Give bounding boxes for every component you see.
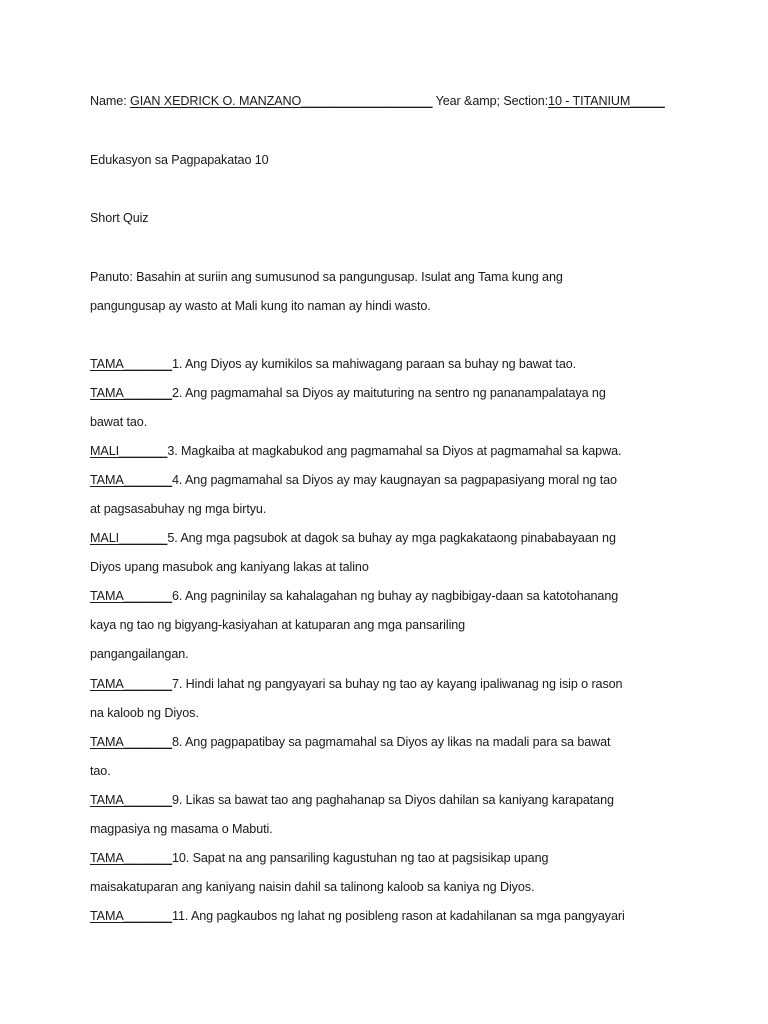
question-6-line-2: kaya ng tao ng bigyang-kasiyahan at katuparan ang mga pansariling [90,618,466,632]
section-label: Year &amp; Section: [432,94,549,108]
name-label: Name: [90,94,130,108]
quiz-item-10 [90,850,548,866]
question-10-line-1: 10. Sapat na ang pansariling kagustuhan ng tao at pagsisikap upang [171,851,549,865]
question-4-line-2: at pagsasabuhay ng mga birtyu. [90,502,267,516]
answer-1: TAMA_______ [90,357,172,371]
question-10-line-2: maisakatuparan ang kaniyang naisin dahil sa talinong kaloob sa kaniya ng Diyos. [90,880,535,894]
answer-9: TAMA_______ [90,793,172,807]
quiz-title: Short Quiz [90,211,149,225]
quiz-item-11 [90,908,625,924]
question-4-line-1: 4. Ang pagmamahal sa Diyos ay may kaugnayan sa pagpapasiyang moral ng tao [171,473,617,487]
question-6-line-1: 6. Ang pagninilay sa kahalagahan ng buhay ay nagbibigay-daan sa katotohanang [171,589,619,603]
answer-3: MALI_______ [90,444,168,458]
question-11-line-1: 11. Ang pagkaubos ng lahat ng posibleng rason at kadahilanan sa mga pangyayari [171,909,625,923]
question-9-line-2: magpasiya ng masama o Mabuti. [90,822,273,836]
question-5-line-2: Diyos upang masubok ang kaniyang lakas at talino [90,560,369,574]
quiz-item-1 [90,356,576,372]
section-value: 10 - TITANIUM_____ [548,94,665,108]
instructions-line-2: pangungusap ay wasto at Mali kung ito naman ay hindi wasto. [90,299,431,313]
quiz-item-4 [90,472,617,488]
quiz-item-5 [90,530,616,546]
question-1-line-1: 1. Ang Diyos ay kumikilos sa mahiwagang paraan sa buhay ng bawat tao. [171,357,577,371]
answer-4: TAMA_______ [90,473,172,487]
quiz-item-8 [90,734,610,750]
question-9-line-1: 9. Likas sa bawat tao ang paghahanap sa Diyos dahilan sa kaniyang karapatang [171,793,614,807]
name-line [90,93,665,109]
answer-6: TAMA_______ [90,589,172,603]
answer-11: TAMA_______ [90,909,172,923]
answer-7: TAMA_______ [90,677,172,691]
question-5-line-1: 5. Ang mga pagsubok at dagok sa buhay ay mga pagkakataong pinababayaan ng [167,531,616,545]
quiz-item-6 [90,588,618,604]
answer-10: TAMA_______ [90,851,172,865]
question-2-line-1: 2. Ang pagmamahal sa Diyos ay maituturing na sentro ng pananampalataya ng [171,386,606,400]
answer-2: TAMA_______ [90,386,172,400]
answer-5: MALI_______ [90,531,168,545]
quiz-item-7 [90,676,622,692]
question-8-line-2: tao. [90,764,111,778]
answer-8: TAMA_______ [90,735,172,749]
quiz-item-2 [90,385,606,401]
question-3-line-1: 3. Magkaiba at magkabukod ang pagmamahal sa Diyos at pagmamahal sa kapwa. [167,444,622,458]
question-7-line-1: 7. Hindi lahat ng pangyayari sa buhay ng tao ay kayang ipaliwanag ng isip o rason [171,677,623,691]
name-value: GIAN XEDRICK O. MANZANO___________________ [130,94,433,108]
question-7-line-2: na kaloob ng Diyos. [90,706,199,720]
question-2-line-2: bawat tao. [90,415,148,429]
question-6-line-3: pangangailangan. [90,647,189,661]
subject-title: Edukasyon sa Pagpapakatao 10 [90,153,269,167]
quiz-item-3 [90,443,621,459]
quiz-item-9 [90,792,614,808]
question-8-line-1: 8. Ang pagpapatibay sa pagmamahal sa Diyos ay likas na madali para sa bawat [171,735,611,749]
instructions-line-1: Panuto: Basahin at suriin ang sumusunod sa pangungusap. Isulat ang Tama kung ang [90,270,563,284]
